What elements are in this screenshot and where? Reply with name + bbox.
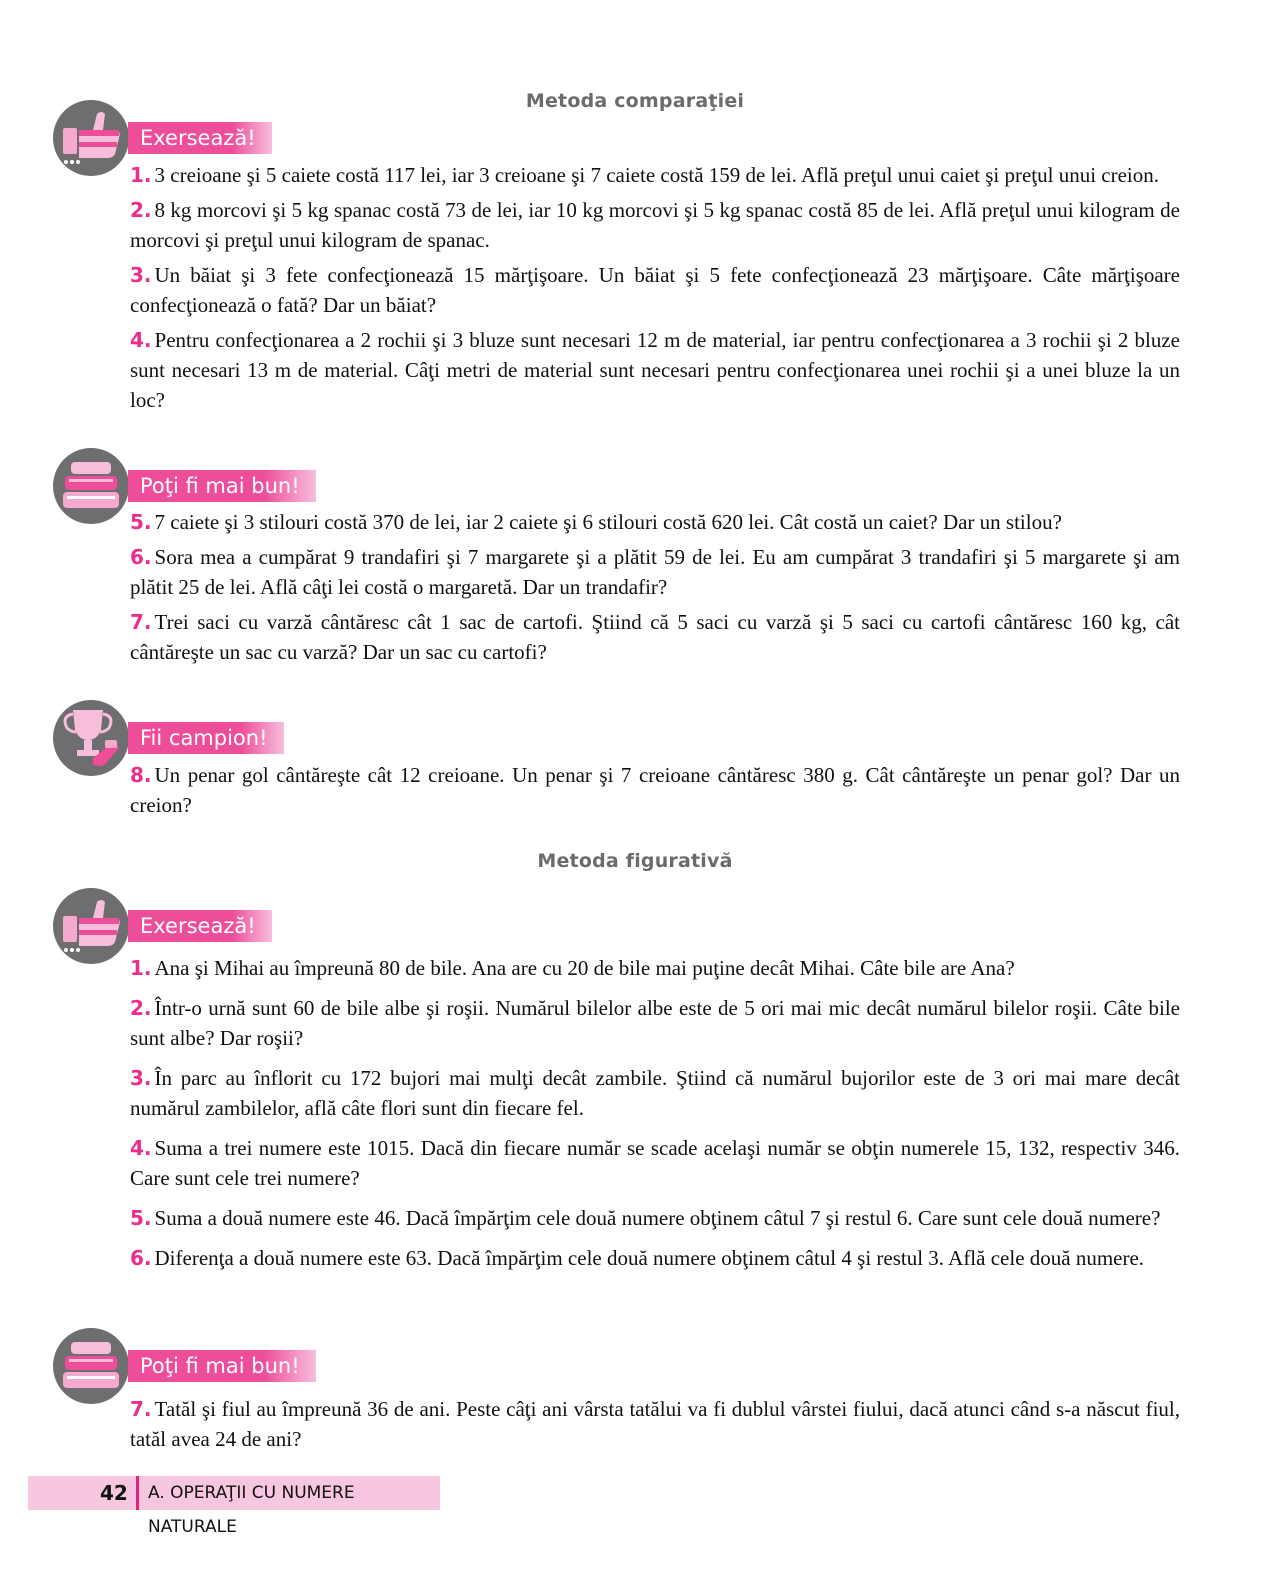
exercise-item — [130, 542, 1180, 602]
exercise-item — [130, 1203, 1180, 1233]
exercise-text: 7 caiete şi 3 stilouri costă 370 de lei, iar 2 caiete şi 6 stilouri costă 620 lei. Cât costă un caiet? Dar un stilou? — [154, 510, 1062, 534]
exercise-item — [130, 993, 1180, 1053]
exercise-item — [130, 1394, 1180, 1454]
exercise-item — [130, 507, 1180, 537]
exercise-text: Sora mea a cumpărat 9 trandafiri şi 7 margarete şi a plătit 59 de lei. Eu am cumpărat 3 trandafiri şi 5 margarete şi am plătit 25 de lei. Află câţi lei costă o margaretă. Dar un trandafir? — [130, 545, 1180, 599]
badge-label: Poţi fi mai bun! — [128, 470, 316, 502]
badge-label: Exersează! — [128, 910, 272, 942]
exercise-list — [50, 1394, 1180, 1454]
exercise-text: Ana şi Mihai au împreună 80 de bile. Ana are cu 20 de bile mai puţine decât Mihai. Câte bile are Ana? — [154, 956, 1015, 980]
exercise-item — [130, 195, 1180, 255]
exercise-item — [130, 953, 1180, 983]
exercise-number: 4. — [130, 1136, 152, 1160]
exercise-list — [50, 507, 1180, 667]
exercise-item — [130, 760, 1180, 820]
exercise-text: 8 kg morcovi şi 5 kg spanac costă 73 de lei, iar 10 kg morcovi şi 5 kg spanac costă 85 de lei. Află preţul unui kilogram de morcovi şi preţul unui kilogram de spanac. — [130, 198, 1180, 252]
exercise-number: 6. — [130, 545, 152, 569]
exercise-text: Suma a trei numere este 1015. Dacă din fiecare număr se scade acelaşi număr se obţin numerele 15, 132, respectiv 346. Care sunt cele trei numere? — [130, 1136, 1180, 1190]
exercise-text: Într-o urnă sunt 60 de bile albe şi roşii. Numărul bilelor albe este de 5 ori mai mic decât numărul bilelor roşii. Câte bile sunt albe? Dar roşii? — [130, 996, 1180, 1050]
exercise-item — [130, 160, 1180, 190]
exercise-number: 2. — [130, 996, 152, 1020]
exercise-number: 3. — [130, 1066, 152, 1090]
exercise-list — [50, 760, 1180, 820]
exercise-number: 5. — [130, 1206, 152, 1230]
exercise-list — [50, 953, 1180, 1273]
exercise-number: 4. — [130, 328, 152, 352]
exercise-number: 5. — [130, 510, 152, 534]
exercise-number: 7. — [130, 610, 152, 634]
exercise-text: Pentru confecţionarea a 2 rochii şi 3 bluze sunt necesari 12 m de material, iar pentru confecţionarea a 3 rochii şi 2 bluze sunt necesari 13 m de material. Câţi metri de material sunt necesari pentru confecţionarea unei rochii şi a unei bluze la un loc? — [130, 328, 1180, 412]
exercise-number: 8. — [130, 763, 152, 787]
exercise-text: Un băiat şi 3 fete confecţionează 15 mărţişoare. Un băiat şi 5 fete confecţionează 23 mărţişoare. Câte mărţişoare confecţionează o fată? Dar un băiat? — [130, 263, 1180, 317]
badge-label: Fii campion! — [128, 722, 284, 754]
exercise-item — [130, 607, 1180, 667]
exercise-text: Trei saci cu varză cântăresc cât 1 sac de cartofi. Ştiind că 5 saci cu varză şi 5 saci cu cartofi cântăresc 160 kg, cât cântăreşte un sac cu varză? Dar un sac cu cartofi? — [130, 610, 1180, 664]
footer-divider — [136, 1476, 139, 1510]
exercise-number: 1. — [130, 163, 152, 187]
badge-label: Exersează! — [128, 122, 272, 154]
exercise-number: 1. — [130, 956, 152, 980]
exercise-number: 2. — [130, 198, 152, 222]
exercise-text: Tatăl şi fiul au împreună 36 de ani. Peste câţi ani vârsta tatălui va fi dublul vârstei fiului, dacă atunci când s-a născut fiul, tatăl avea 24 de ani? — [130, 1397, 1180, 1451]
exercise-item — [130, 325, 1180, 415]
page-footer — [28, 1476, 440, 1537]
exercise-text: Suma a două numere este 46. Dacă împărţim cele două numere obţinem câtul 7 şi restul 6. Care sunt cele două numere? — [154, 1206, 1161, 1230]
exercise-item — [130, 1063, 1180, 1123]
page-number: 42 — [100, 1481, 128, 1505]
exercise-text: În parc au înflorit cu 172 bujori mai mulţi decât zambile. Ştiind că numărul bujorilor este de 3 ori mai mare decât numărul zambilelor, află câte flori sunt din fiecare fel. — [130, 1066, 1180, 1120]
exercise-text: Un penar gol cântăreşte cât 12 creioane. Un penar şi 7 creioane cântăresc 380 g. Cât cântăreşte un penar gol? Dar un creion? — [130, 763, 1180, 817]
exercise-number: 7. — [130, 1397, 152, 1421]
section-title: Metoda comparaţiei — [525, 90, 745, 112]
exercise-number: 3. — [130, 263, 152, 287]
exercise-list — [50, 160, 1180, 415]
section-title: Metoda figurativă — [537, 850, 733, 872]
exercise-text: 3 creioane şi 5 caiete costă 117 lei, iar 3 creioane şi 7 caiete costă 159 de lei. Află preţul unui caiet şi preţul unui creion. — [154, 163, 1160, 187]
exercise-number: 6. — [130, 1246, 152, 1270]
exercise-item — [130, 260, 1180, 320]
chapter-title: A. OPERAŢII CU NUMERE NATURALE — [148, 1483, 355, 1537]
exercise-text: Diferenţa a două numere este 63. Dacă împărţim cele două numere obţinem câtul 4 şi restul 3. Află cele două numere. — [154, 1246, 1145, 1270]
exercise-item — [130, 1133, 1180, 1193]
books-stack-icon — [53, 1328, 129, 1404]
badge-label: Poţi fi mai bun! — [128, 1350, 316, 1382]
exercise-item — [130, 1243, 1180, 1273]
